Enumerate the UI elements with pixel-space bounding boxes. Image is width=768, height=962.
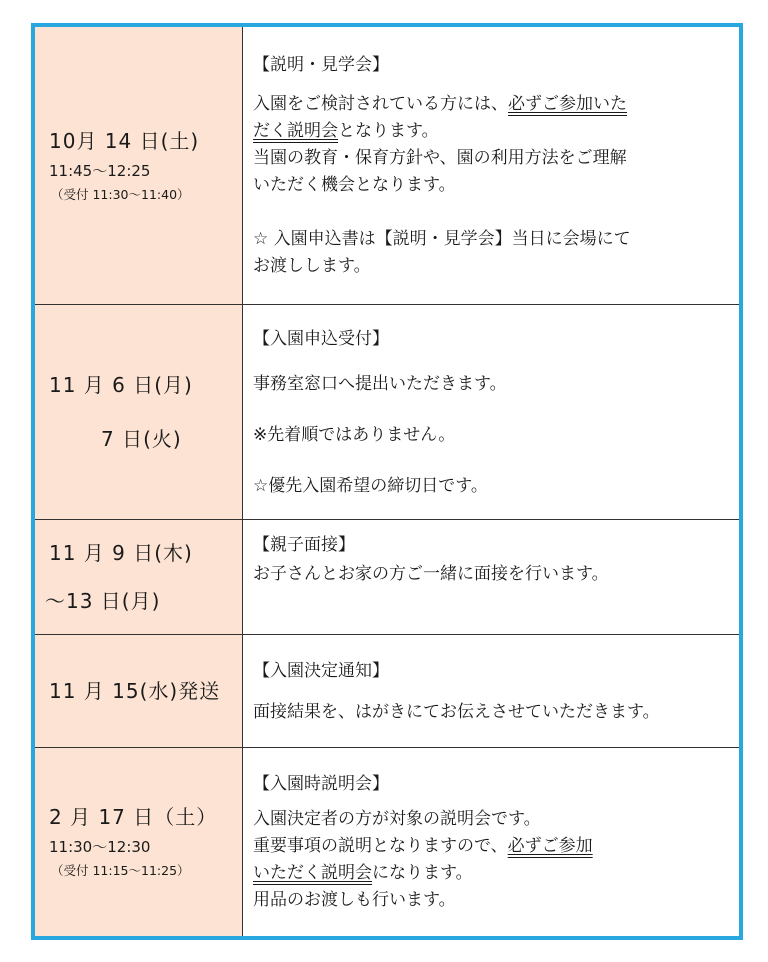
detail-line: ※先着順ではありません。 (253, 424, 456, 445)
emphasis-text: 必ずご参加いた (508, 94, 627, 115)
event-heading: 【説明・見学会】 (253, 55, 389, 76)
schedule-table-frame (31, 23, 743, 940)
date-cell (35, 634, 243, 747)
event-heading: 【入園申込受付】 (253, 328, 389, 349)
detail-line: 用品のお渡しも行います。 (253, 890, 456, 911)
detail-line: 面接結果を、はがきにてお伝えさせていただきます。 (253, 701, 660, 722)
event-date-end: 〜13 日(月) (45, 588, 161, 613)
table-row (35, 27, 739, 304)
detail-line: いただく説明会になります。 (253, 863, 473, 884)
table-row (35, 519, 739, 634)
detail-line: 入園をご検討されている方には、必ずご参加いた (253, 94, 627, 115)
reception-time: （受付 11:15〜11:25） (51, 863, 190, 879)
detail-cell (243, 747, 740, 936)
event-date: 2 月 17 日（土） (49, 805, 218, 830)
detail-line: お子さんとお家の方ご一緒に面接を行います。 (253, 563, 609, 584)
date-cell (35, 519, 243, 634)
detail-cell (243, 27, 740, 304)
table-row (35, 634, 739, 747)
date-cell (35, 304, 243, 519)
detail-line: だく説明会となります。 (253, 121, 439, 142)
reception-time: （受付 11:30〜11:40） (51, 186, 190, 202)
event-time: 11:30〜12:30 (49, 838, 151, 857)
table-row (35, 747, 739, 936)
event-date: 11 月 15(水)発送 (49, 678, 221, 703)
event-date-end: 7 日(火) (101, 426, 182, 451)
event-heading: 【親子面接】 (253, 534, 355, 555)
detail-line: お渡しします。 (253, 256, 371, 277)
event-date: 11 月 6 日(月) (49, 372, 193, 397)
schedule-table (35, 27, 739, 936)
detail-line: ☆ 入園申込書は【説明・見学会】当日に会場にて (253, 229, 631, 250)
detail-cell (243, 634, 740, 747)
emphasis-text: だく説明会 (253, 121, 338, 142)
emphasis-text: 必ずご参加 (507, 836, 593, 857)
detail-line: ☆優先入園希望の締切日です。 (253, 475, 488, 496)
event-date: 10月 14 日(土) (49, 128, 200, 153)
event-date: 11 月 9 日(木) (49, 540, 193, 565)
detail-line: 入園決定者の方が対象の説明会です。 (253, 809, 541, 830)
date-cell (35, 27, 243, 304)
detail-line: 重要事項の説明となりますので、必ずご参加 (253, 836, 593, 857)
detail-line: いただく機会となります。 (253, 175, 456, 196)
emphasis-text: いただく説明会 (253, 863, 372, 884)
date-cell (35, 747, 243, 936)
detail-cell (243, 519, 740, 634)
detail-line: 事務室窓口へ提出いただきます。 (253, 373, 507, 394)
event-heading: 【入園決定通知】 (253, 660, 389, 681)
detail-cell (243, 304, 740, 519)
event-time: 11:45〜12:25 (49, 161, 151, 180)
detail-line: 当園の教育・保育方針や、園の利用方法をご理解 (253, 148, 627, 169)
event-heading: 【入園時説明会】 (253, 774, 389, 795)
table-row (35, 304, 739, 519)
